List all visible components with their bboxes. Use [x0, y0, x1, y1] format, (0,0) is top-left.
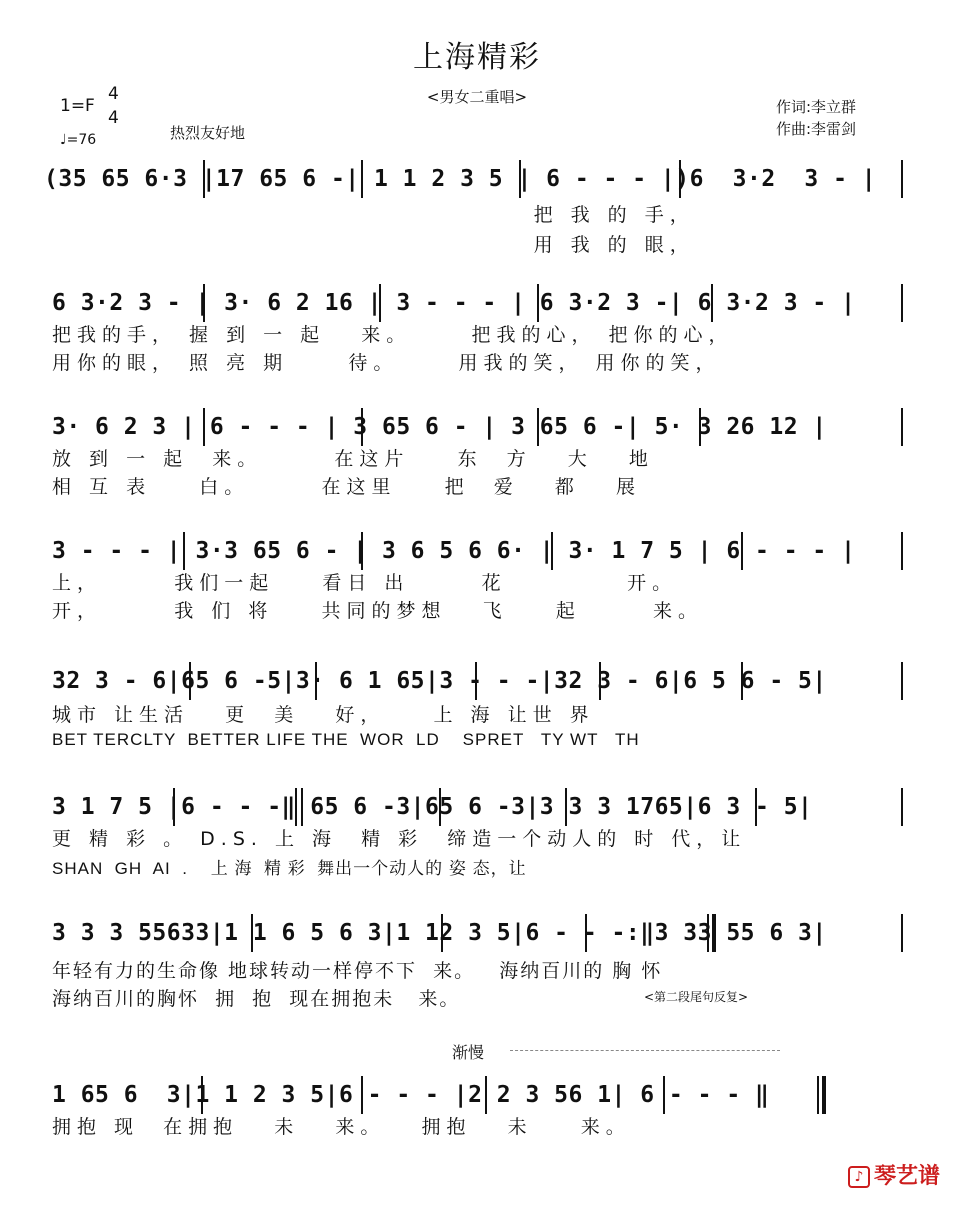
- lyric-line-2: 开， 我 们 将 共同的梦想 飞 起 来。: [52, 600, 703, 622]
- notation-line: 32 3 - 6|65 6 -5|3· 6 1 65|3 - - -|32 3 - 6|6 5 6 - 5|: [52, 668, 827, 694]
- lyric-line-1: 年轻有力的生命像 地球转动一样停不下 来。 海纳百川的 胸 怀: [52, 960, 663, 982]
- notation-line: 3· 6 2 3 | 6 - - - | 3 65 6 - | 3 65 6 -| 5· 3 26 12 |: [52, 414, 827, 440]
- lyric-line-1: 把我的手， 握 到 一 起 来。 把我的心， 把你的心，: [52, 324, 734, 346]
- ritardando-line: [510, 1050, 780, 1051]
- score-system-3: [0, 408, 954, 498]
- tempo-marking: ♩=76: [60, 132, 97, 148]
- notation-line: 1 65 6 3|1 1 2 3 5|6 - - - |2 2 3 56 1| 6 - - - ‖: [52, 1082, 770, 1108]
- site-logo: [848, 1159, 940, 1190]
- score-system-5: [0, 662, 954, 749]
- notation-line: 3 1 7 5 |6 - - -‖ 65 6 -3|65 6 -3|3 3 3 1765|6 3 - 5|: [52, 794, 813, 820]
- logo-text: 琴艺谱: [873, 1164, 940, 1189]
- score-system-1: [0, 160, 954, 256]
- notation-line: 3 3 3 55633|1 1 6 5 6 3|1 12 3 5|6 - - -:‖3 33 55 6 3|: [52, 920, 827, 946]
- time-signature-top: 4: [108, 84, 119, 104]
- score-system-4: [0, 532, 954, 622]
- ritardando-marking: 渐慢: [452, 1043, 485, 1062]
- key-signature: 1=F: [60, 96, 95, 116]
- logo-icon: ♪: [848, 1166, 870, 1188]
- lyric-line-1: 更 精 彩 。 D.S. 上 海 精 彩 缔造一个动人的 时 代，让: [52, 828, 747, 850]
- lyric-line-2: BET TERCLTY BETTER LIFE THE WOR LD SPRET TY WT TH: [52, 730, 640, 749]
- lyric-line-2: 用 我 的 眼，: [52, 234, 695, 256]
- expression-marking: 热烈友好地: [170, 124, 246, 142]
- lyric-line-1: 上， 我们一起 看日 出 花 开。: [52, 572, 678, 594]
- lyric-line-1: 城市 让生活 更 美 好， 上 海 让世 界: [52, 704, 595, 726]
- lyric-line-2: 用你的眼， 照 亮 期 待。 用我的笑， 用你的笑，: [52, 352, 721, 374]
- score-system-7: [0, 914, 954, 1010]
- score-system-6: [0, 788, 954, 878]
- score-system-2: [0, 284, 954, 374]
- lyricist-credit: 作词:李立群: [776, 98, 857, 116]
- song-subtitle: <男女二重唱>: [426, 88, 528, 106]
- score-system-8: [0, 1076, 954, 1138]
- song-title: 上海精彩: [413, 40, 541, 75]
- lyric-line-2: 相 互 表 白。 在这里 把 爱 都 展: [52, 476, 641, 498]
- lyric-line-2: SHAN GH AI . 上 海 精 彩 舞出一个动人的 姿 态，让: [52, 859, 527, 878]
- lyric-line-1: 拥抱 现 在拥抱 未 来。 拥抱 未 来。: [52, 1116, 631, 1138]
- lyric-line-2: 海纳百川的胸怀 拥 抱 现在拥抱未 来。: [52, 988, 461, 1010]
- lyric-line-1: 把 我 的 手，: [52, 204, 695, 226]
- notation-line: 6 3·2 3 - | 3· 6 2 16 | 3 - - - | 6 3·2 3 -| 6 3·2 3 - |: [52, 290, 856, 316]
- lyric-line-1: 放 到 一 起 来。 在这片 东 方 大 地: [52, 448, 654, 470]
- notation-line: 3 - - - | 3·3 65 6 - | 3 6 5 6 6· | 3· 1 7 5 | 6 - - - |: [52, 538, 856, 564]
- repeat-note: <第二段尾句反复>: [644, 990, 749, 1004]
- notation-line: (35 65 6·3 |17 65 6 -| 1 1 2 3 5 | 6 - - - |)6 3·2 3 - |: [44, 166, 877, 192]
- time-signature-bottom: 4: [108, 108, 119, 128]
- composer-credit: 作曲:李雷剑: [776, 120, 857, 138]
